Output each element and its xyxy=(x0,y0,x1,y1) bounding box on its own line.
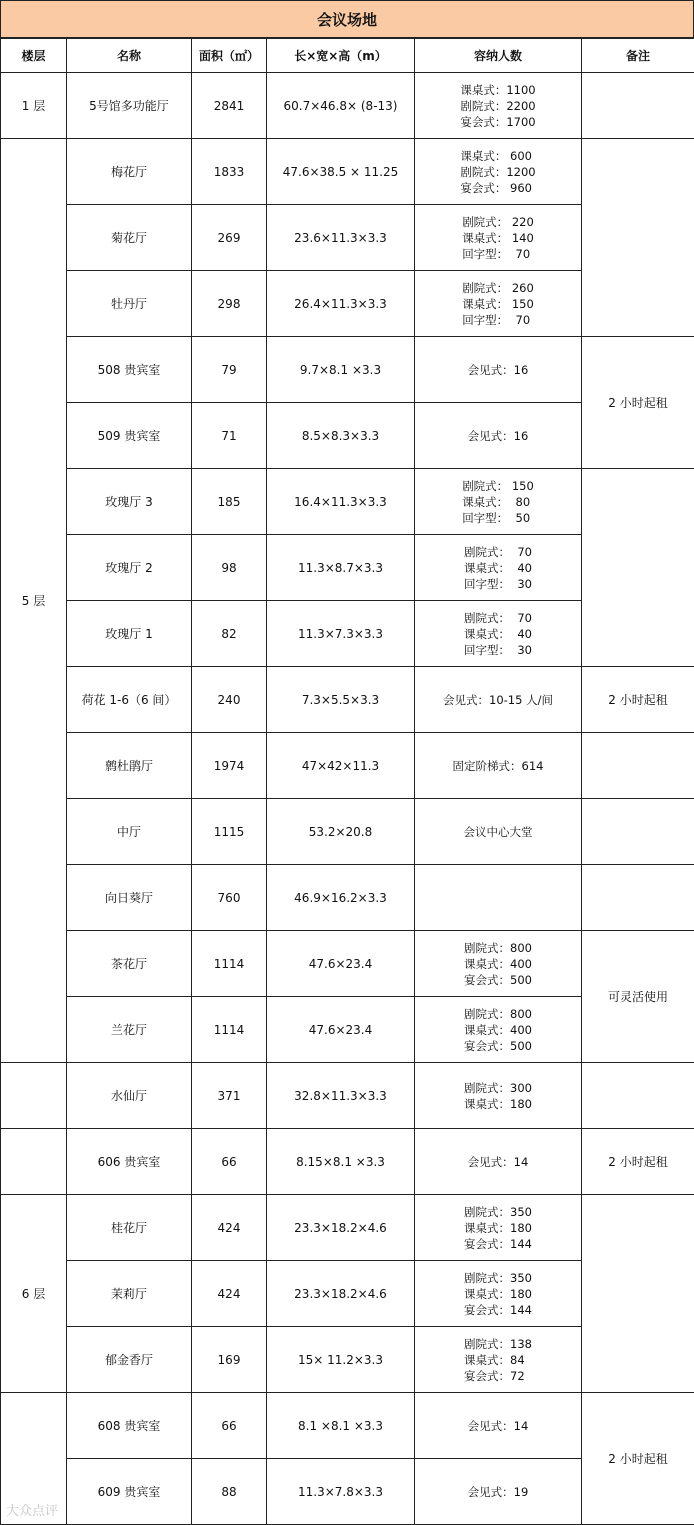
venue-capacity xyxy=(415,205,582,271)
capacity-line: 剧院式： 70 xyxy=(464,544,532,559)
table-row xyxy=(1,667,694,733)
venue-capacity xyxy=(415,1327,582,1393)
capacity-line: 课桌式：1100 xyxy=(460,82,536,97)
venue-name: 508 贵宾室 xyxy=(67,337,192,403)
capacity-lines xyxy=(464,1270,532,1318)
header-name: 名称 xyxy=(67,39,192,73)
table-row xyxy=(1,139,694,205)
capacity-line: 剧院式：1200 xyxy=(460,164,536,179)
venue-capacity xyxy=(415,271,582,337)
note-cell xyxy=(582,1195,694,1393)
capacity-line: 剧院式：800 xyxy=(464,1006,532,1021)
header-notes: 备注 xyxy=(582,39,694,73)
venue-name: 鹩杜鹃厅 xyxy=(67,733,192,799)
venue-dimensions: 26.4×11.3×3.3 xyxy=(267,271,415,337)
capacity-line: 课桌式：400 xyxy=(464,1022,532,1037)
table-row xyxy=(1,469,694,535)
capacity-line: 会见式：16 xyxy=(467,428,529,443)
venue-name: 5号馆多功能厅 xyxy=(67,73,192,139)
capacity-line: 会见式：14 xyxy=(467,1418,529,1433)
venue-capacity xyxy=(415,1195,582,1261)
table-row xyxy=(1,799,694,865)
capacity-lines xyxy=(464,1204,532,1252)
venue-area: 371 xyxy=(192,1063,267,1129)
venue-area: 760 xyxy=(192,865,267,931)
capacity-lines xyxy=(468,1418,529,1434)
capacity-line: 回字型： 70 xyxy=(462,246,531,261)
venue-dimensions: 16.4×11.3×3.3 xyxy=(267,469,415,535)
capacity-line: 回字型： 70 xyxy=(462,312,531,327)
venue-area: 1974 xyxy=(192,733,267,799)
venue-name: 菊花厅 xyxy=(67,205,192,271)
capacity-line: 课桌式：180 xyxy=(464,1096,532,1111)
capacity-line: 剧院式：2200 xyxy=(460,98,536,113)
capacity-lines xyxy=(468,1484,529,1500)
table-row xyxy=(1,73,694,139)
venue-name: 牡丹厅 xyxy=(67,271,192,337)
capacity-line: 课桌式： 140 xyxy=(462,230,534,245)
venue-dimensions: 8.5×8.3×3.3 xyxy=(267,403,415,469)
venue-area: 66 xyxy=(192,1393,267,1459)
header-dims: 长×宽×高（m） xyxy=(267,39,415,73)
venue-dimensions: 23.6×11.3×3.3 xyxy=(267,205,415,271)
venue-name: 玫瑰厅 1 xyxy=(67,601,192,667)
capacity-line: 课桌式： 40 xyxy=(464,560,532,575)
venue-capacity xyxy=(415,667,582,733)
note-cell xyxy=(582,733,694,799)
capacity-line: 宴会式：144 xyxy=(464,1236,532,1251)
venue-capacity xyxy=(415,601,582,667)
table-row xyxy=(1,931,694,997)
venue-name: 郁金香厅 xyxy=(67,1327,192,1393)
header-floor: 楼层 xyxy=(1,39,67,73)
table-row xyxy=(1,337,694,403)
venue-dimensions: 8.15×8.1 ×3.3 xyxy=(267,1129,415,1195)
venue-dimensions: 11.3×8.7×3.3 xyxy=(267,535,415,601)
venue-capacity xyxy=(415,799,582,865)
capacity-line: 宴会式： 960 xyxy=(460,180,532,195)
floor-cell: 1 层 xyxy=(1,73,67,139)
note-cell xyxy=(582,139,694,337)
venue-capacity xyxy=(415,1063,582,1129)
capacity-line: 剧院式： 260 xyxy=(462,280,534,295)
header-capacity: 容纳人数 xyxy=(415,39,582,73)
venue-dimensions: 11.3×7.8×3.3 xyxy=(267,1459,415,1525)
capacity-lines xyxy=(468,1154,529,1170)
floor-cell: 5 层 xyxy=(1,139,67,1063)
venue-dimensions: 23.3×18.2×4.6 xyxy=(267,1261,415,1327)
venue-name: 兰花厅 xyxy=(67,997,192,1063)
venue-capacity xyxy=(415,403,582,469)
venue-capacity xyxy=(415,1261,582,1327)
watermark-logo: 大众点评 xyxy=(6,1504,59,1519)
capacity-line: 宴会式：144 xyxy=(464,1302,532,1317)
venue-dimensions: 47.6×23.4 xyxy=(267,931,415,997)
capacity-line: 剧院式：350 xyxy=(464,1204,532,1219)
capacity-line: 课桌式：84 xyxy=(464,1352,525,1367)
venue-dimensions: 47.6×38.5 × 11.25 xyxy=(267,139,415,205)
capacity-line: 剧院式： 220 xyxy=(462,214,534,229)
capacity-lines xyxy=(464,544,532,592)
venue-name: 茶花厅 xyxy=(67,931,192,997)
note-cell: 可灵活使用 xyxy=(582,931,694,1063)
capacity-line: 剧院式：350 xyxy=(464,1270,532,1285)
venue-name: 509 贵宾室 xyxy=(67,403,192,469)
capacity-line: 宴会式：500 xyxy=(464,972,532,987)
capacity-lines xyxy=(464,940,532,988)
capacity-line: 回字型： 50 xyxy=(462,510,531,525)
venue-dimensions: 47.6×23.4 xyxy=(267,997,415,1063)
table-row xyxy=(1,1129,694,1195)
note-cell xyxy=(582,469,694,667)
capacity-line: 宴会式：500 xyxy=(464,1038,532,1053)
note-cell: 2 小时起租 xyxy=(582,1129,694,1195)
capacity-line: 会议中心大堂 xyxy=(463,824,533,839)
venue-area: 82 xyxy=(192,601,267,667)
venue-capacity xyxy=(415,1129,582,1195)
venue-dimensions: 7.3×5.5×3.3 xyxy=(267,667,415,733)
capacity-lines xyxy=(464,824,533,840)
floor-cell: 6 层 xyxy=(1,1195,67,1393)
table-row xyxy=(1,865,694,931)
capacity-line: 剧院式： 150 xyxy=(462,478,534,493)
venue-capacity xyxy=(415,73,582,139)
capacity-line: 固定阶梯式：614 xyxy=(452,758,544,773)
venue-area: 98 xyxy=(192,535,267,601)
venue-name: 玫瑰厅 3 xyxy=(67,469,192,535)
venue-dimensions: 53.2×20.8 xyxy=(267,799,415,865)
capacity-line: 剧院式：138 xyxy=(464,1336,532,1351)
table-row xyxy=(1,1393,694,1459)
venue-dimensions: 47×42×11.3 xyxy=(267,733,415,799)
capacity-line: 课桌式： 40 xyxy=(464,626,532,641)
venue-name: 中厅 xyxy=(67,799,192,865)
capacity-lines xyxy=(468,428,529,444)
floor-cell xyxy=(1,1063,67,1129)
note-cell: 2 小时起租 xyxy=(582,667,694,733)
venue-name: 茉莉厅 xyxy=(67,1261,192,1327)
venue-area: 2841 xyxy=(192,73,267,139)
venue-capacity xyxy=(415,865,582,931)
venue-area: 424 xyxy=(192,1261,267,1327)
capacity-lines xyxy=(464,1080,532,1112)
venue-dimensions: 32.8×11.3×3.3 xyxy=(267,1063,415,1129)
venue-name: 梅花厅 xyxy=(67,139,192,205)
capacity-line: 剧院式： 70 xyxy=(464,610,532,625)
venue-name: 向日葵厅 xyxy=(67,865,192,931)
capacity-lines xyxy=(460,82,535,130)
capacity-lines xyxy=(453,758,544,774)
venue-area: 71 xyxy=(192,403,267,469)
capacity-line: 宴会式：72 xyxy=(464,1368,525,1383)
capacity-line: 会见式：14 xyxy=(467,1154,529,1169)
venue-table xyxy=(0,38,694,1525)
capacity-line: 课桌式： 80 xyxy=(462,494,531,509)
capacity-lines xyxy=(464,1006,532,1054)
venue-capacity xyxy=(415,469,582,535)
capacity-line: 会见式：19 xyxy=(467,1484,529,1499)
venue-area: 185 xyxy=(192,469,267,535)
capacity-line: 课桌式： 150 xyxy=(462,296,534,311)
capacity-lines xyxy=(464,610,532,658)
floor-cell xyxy=(1,1129,67,1195)
venue-name: 荷花 1-6（6 间） xyxy=(67,667,192,733)
capacity-lines xyxy=(460,148,535,196)
table-row xyxy=(1,733,694,799)
note-cell xyxy=(582,799,694,865)
capacity-line: 会见式：10-15 人/间 xyxy=(443,692,553,707)
table-row xyxy=(1,1195,694,1261)
venue-area: 79 xyxy=(192,337,267,403)
table-row xyxy=(1,1063,694,1129)
venue-name: 水仙厅 xyxy=(67,1063,192,1129)
venue-dimensions: 15× 11.2×3.3 xyxy=(267,1327,415,1393)
note-cell xyxy=(582,865,694,931)
venue-dimensions: 60.7×46.8× (8-13) xyxy=(267,73,415,139)
note-cell xyxy=(582,1063,694,1129)
venue-capacity xyxy=(415,733,582,799)
capacity-line: 课桌式：400 xyxy=(464,956,532,971)
capacity-lines xyxy=(468,362,529,378)
venue-capacity xyxy=(415,931,582,997)
venue-dimensions: 9.7×8.1 ×3.3 xyxy=(267,337,415,403)
venue-dimensions: 23.3×18.2×4.6 xyxy=(267,1195,415,1261)
capacity-line: 课桌式：180 xyxy=(464,1220,532,1235)
venue-area: 1114 xyxy=(192,931,267,997)
capacity-line: 课桌式： 600 xyxy=(460,148,532,163)
venue-area: 240 xyxy=(192,667,267,733)
venue-name: 609 贵宾室 xyxy=(67,1459,192,1525)
venue-capacity xyxy=(415,139,582,205)
capacity-line: 宴会式：1700 xyxy=(460,114,536,129)
venue-name: 608 贵宾室 xyxy=(67,1393,192,1459)
venue-capacity xyxy=(415,1393,582,1459)
venue-area: 169 xyxy=(192,1327,267,1393)
capacity-line: 剧院式：800 xyxy=(464,940,532,955)
header-row xyxy=(1,39,694,73)
venue-name: 玫瑰厅 2 xyxy=(67,535,192,601)
venue-area: 298 xyxy=(192,271,267,337)
venue-area: 1833 xyxy=(192,139,267,205)
venue-area: 66 xyxy=(192,1129,267,1195)
venue-capacity xyxy=(415,337,582,403)
capacity-lines xyxy=(443,692,553,708)
note-cell: 2 小时起租 xyxy=(582,1393,694,1525)
venue-area: 1114 xyxy=(192,997,267,1063)
capacity-lines xyxy=(464,1336,532,1384)
venue-name: 桂花厅 xyxy=(67,1195,192,1261)
venue-area: 269 xyxy=(192,205,267,271)
venue-area: 424 xyxy=(192,1195,267,1261)
capacity-line: 会见式：16 xyxy=(467,362,529,377)
note-cell xyxy=(582,73,694,139)
venue-capacity xyxy=(415,997,582,1063)
capacity-lines xyxy=(462,280,534,328)
venue-area: 88 xyxy=(192,1459,267,1525)
venue-dimensions: 46.9×16.2×3.3 xyxy=(267,865,415,931)
venue-dimensions: 11.3×7.3×3.3 xyxy=(267,601,415,667)
venue-name: 606 贵宾室 xyxy=(67,1129,192,1195)
capacity-lines xyxy=(462,214,534,262)
venue-area: 1115 xyxy=(192,799,267,865)
capacity-line: 回字型： 30 xyxy=(464,576,532,591)
venue-capacity xyxy=(415,535,582,601)
capacity-line: 回字型： 30 xyxy=(464,642,532,657)
venue-dimensions: 8.1 ×8.1 ×3.3 xyxy=(267,1393,415,1459)
note-cell: 2 小时起租 xyxy=(582,337,694,469)
header-area: 面积（㎡） xyxy=(192,39,267,73)
capacity-lines xyxy=(462,478,534,526)
sheet-title: 会议场地 xyxy=(0,0,694,38)
capacity-line: 课桌式：180 xyxy=(464,1286,532,1301)
capacity-line: 剧院式：300 xyxy=(464,1080,532,1095)
venue-capacity xyxy=(415,1459,582,1525)
